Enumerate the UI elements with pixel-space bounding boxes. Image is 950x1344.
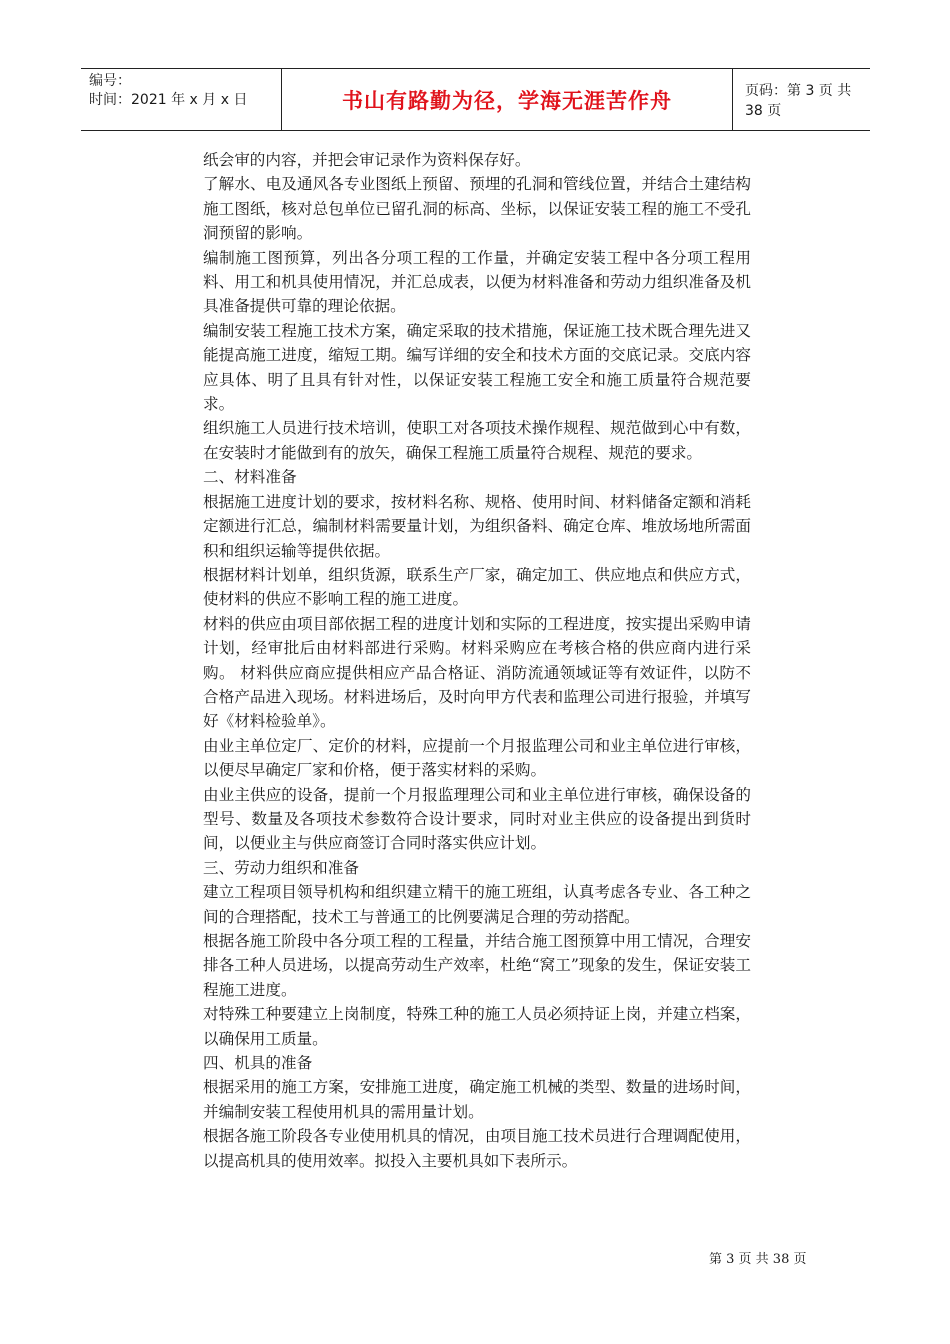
- paragraph: 根据材料计划单，组织货源，联系生产厂家，确定加工、供应地点和供应方式，使材料的供应不影响工程的施工进度。: [203, 565, 751, 609]
- paragraph: 根据施工进度计划的要求，按材料名称、规格、使用时间、材料储备定额和消耗定额进行汇总，编制材料需要量计划，为组织备料、确定仓库、堆放场地所需面积和组织运输等提供依据。: [203, 492, 751, 560]
- document-body: [203, 148, 751, 1173]
- paragraph: 材料的供应由项目部依据工程的进度计划和实际的工程进度，按实提出采购申请计划，经审批后由材料部进行采购。材料采购应在考核合格的供应商内进行采购。 材料供应商应提供相应产品合格证、消防流通领域证等有效证件，以防不合格产品进入现场。材料进场后，及时向甲方代表和监理公司进行报验，并填写好《材料检验单》。: [203, 614, 751, 731]
- paragraph: 建立工程项目领导机构和组织建立精干的施工班组，认真考虑各专业、各工种之间的合理搭配，技术工与普通工的比例要满足合理的劳动搭配。: [203, 883, 751, 926]
- paragraph: 根据各施工阶段中各分项工程的工程量，并结合施工图预算中用工情况，合理安排各工种人员进场，以提高劳动生产效率，杜绝“窝工”现象的发生，保证安装工程施工进度。: [203, 932, 751, 999]
- section-heading-materials: 二、材料准备: [203, 468, 297, 487]
- paragraph: 了解水、电及通风各专业图纸上预留、预埋的孔洞和管线位置，并结合土建结构施工图纸，核对总包单位已留孔洞的标高、坐标，以保证安装工程的施工不受孔洞预留的影响。: [203, 175, 751, 243]
- page-footer-number: 第 3 页 共 38 页: [709, 1252, 807, 1267]
- paragraph: 对特殊工种要建立上岗制度，特殊工种的施工人员必须持证上岗，并建立档案，以确保用工质量。: [203, 1005, 751, 1048]
- paragraph: 编制安装工程施工技术方案，确定采取的技术措施，保证施工技术既合理先进又能提高施工进度，缩短工期。编写详细的安全和技术方面的交底记录。交底内容应具体、明了且具有针对性，以保证安装工程施工安全和施工质量符合规范要求。: [203, 321, 751, 414]
- paragraph: 由业主单位定厂、定价的材料，应提前一个月报监理公司和业主单位进行审核，以便尽早确定厂家和价格，便于落实材料的采购。: [203, 736, 751, 780]
- paragraph: 根据采用的施工方案，安排施工进度，确定施工机械的类型、数量的进场时间，并编制安装工程使用机具的需用量计划。: [203, 1078, 751, 1121]
- paragraph: 纸会审的内容，并把会审记录作为资料保存好。: [203, 151, 531, 169]
- document-date-label: 时间：2021 年 x 月 x 日: [89, 92, 248, 108]
- page-header: [81, 68, 870, 131]
- section-heading-labor: 三、劳动力组织和准备: [203, 858, 359, 877]
- header-motto: 书山有路勤为径，学海无涯苦作舟: [282, 69, 733, 130]
- document-number-label: 编号：: [89, 73, 131, 89]
- section-heading-equipment: 四、机具的准备: [203, 1054, 313, 1073]
- paragraph: 组织施工人员进行技术培训，使职工对各项技术操作规程、规范做到心中有数，在安装时才能做到有的放矢，确保工程施工质量符合规程、规范的要求。: [203, 419, 751, 462]
- paragraph: 由业主供应的设备，提前一个月报监理理公司和业主单位进行审核，确保设备的型号、数量及各项技术参数符合设计要求，同时对业主供应的设备提出到货时间，以便业主与供应商签订合同时落实供应计划。: [203, 785, 751, 853]
- header-page-number: 页码：第 3 页 共 38 页: [745, 82, 852, 119]
- paragraph: 根据各施工阶段各专业使用机具的情况，由项目施工技术员进行合理调配使用，以提高机具的使用效率。拟投入主要机具如下表所示。: [203, 1127, 751, 1170]
- paragraph: 编制施工图预算，列出各分项工程的工作量，并确定安装工程中各分项工程用料、用工和机具使用情况，并汇总成表，以便为材料准备和劳动力组织准备及机具准备提供可靠的理论依据。: [203, 248, 751, 316]
- header-meta: [81, 69, 282, 130]
